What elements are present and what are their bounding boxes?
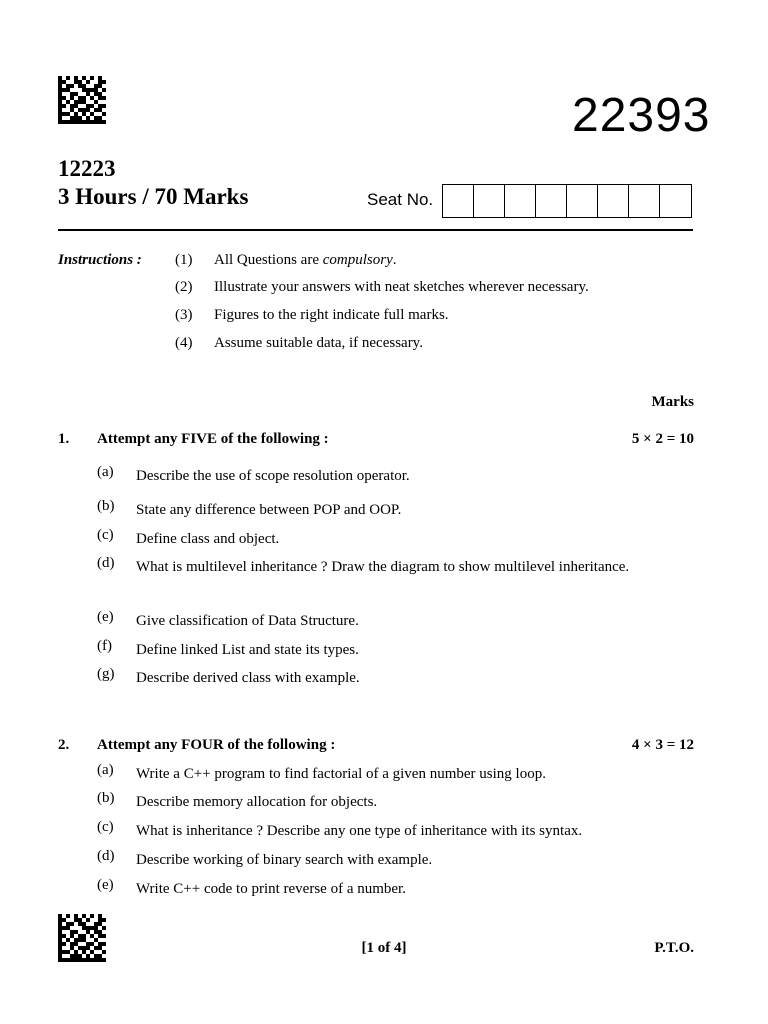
seat-box[interactable] bbox=[536, 185, 567, 217]
item-text: Give classification of Data Structure. bbox=[136, 613, 359, 629]
item-label: (b) bbox=[97, 498, 115, 514]
instruction-text bbox=[214, 252, 396, 269]
question-number: 1. bbox=[58, 431, 70, 447]
item-label: (f) bbox=[97, 638, 112, 654]
seat-number-boxes[interactable] bbox=[442, 184, 692, 218]
question-number: 2. bbox=[58, 737, 70, 753]
item-text: Describe the use of scope resolution operator. bbox=[136, 468, 410, 484]
seat-box[interactable] bbox=[660, 185, 691, 217]
instruction-number: (1) bbox=[175, 252, 193, 268]
instruction-text: Illustrate your answers with neat sketches wherever necessary. bbox=[214, 279, 589, 295]
instruction-number: (2) bbox=[175, 279, 193, 295]
item-text: What is multilevel inheritance ? Draw the diagram to show multilevel inheritance. bbox=[136, 559, 630, 575]
item-text: Describe derived class with example. bbox=[136, 670, 360, 686]
marks-column-heading: Marks bbox=[651, 394, 694, 410]
item-label: (e) bbox=[97, 877, 114, 893]
question-marks: 4 × 3 = 12 bbox=[631, 737, 694, 753]
instruction-number: (3) bbox=[175, 307, 193, 323]
item-label: (e) bbox=[97, 609, 114, 625]
item-label: (g) bbox=[97, 666, 115, 682]
instruction-text-part: All Questions are bbox=[214, 252, 323, 268]
item-text: Write a C++ program to find factorial of a given number using loop. bbox=[136, 766, 546, 782]
item-label: (a) bbox=[97, 762, 114, 778]
item-label: (a) bbox=[97, 464, 114, 480]
page-number: [1 of 4] bbox=[361, 940, 407, 956]
datamatrix-barcode-top bbox=[58, 76, 106, 122]
item-label: (c) bbox=[97, 527, 114, 543]
item-text: What is inheritance ? Describe any one type of inheritance with its syntax. bbox=[136, 823, 583, 839]
item-label: (c) bbox=[97, 819, 114, 835]
seat-box[interactable] bbox=[567, 185, 598, 217]
instructions-label: Instructions : bbox=[58, 252, 142, 268]
instruction-number: (4) bbox=[175, 335, 193, 351]
seat-box[interactable] bbox=[505, 185, 536, 217]
seat-box[interactable] bbox=[598, 185, 629, 217]
seat-box[interactable] bbox=[474, 185, 505, 217]
duration-and-marks: 3 Hours / 70 Marks bbox=[58, 184, 249, 209]
item-text: Write C++ code to print reverse of a number. bbox=[136, 881, 406, 897]
item-text: State any difference between POP and OOP. bbox=[136, 502, 402, 518]
instruction-text-part: . bbox=[392, 252, 397, 268]
item-label: (b) bbox=[97, 790, 115, 806]
item-text: Describe memory allocation for objects. bbox=[136, 794, 378, 810]
please-turn-over: P.T.O. bbox=[654, 940, 694, 956]
instruction-text: Assume suitable data, if necessary. bbox=[214, 335, 423, 351]
question-marks: 5 × 2 = 10 bbox=[631, 431, 694, 447]
item-label: (d) bbox=[97, 848, 115, 864]
header-divider bbox=[58, 229, 693, 231]
instruction-emphasis: compulsory bbox=[322, 252, 393, 268]
item-text: Define linked List and state its types. bbox=[136, 642, 359, 658]
instruction-text: Figures to the right indicate full marks. bbox=[214, 307, 449, 323]
subject-code: 12223 bbox=[58, 156, 116, 181]
item-text: Describe working of binary search with example. bbox=[136, 852, 433, 868]
seat-box[interactable] bbox=[629, 185, 660, 217]
item-label: (d) bbox=[97, 555, 115, 571]
item-text: Define class and object. bbox=[136, 531, 280, 547]
paper-code: 22393 bbox=[572, 89, 711, 142]
question-title: Attempt any FIVE of the following : bbox=[97, 431, 329, 447]
seat-number-label: Seat No. bbox=[367, 190, 434, 209]
question-title: Attempt any FOUR of the following : bbox=[97, 737, 336, 753]
seat-box[interactable] bbox=[443, 185, 474, 217]
